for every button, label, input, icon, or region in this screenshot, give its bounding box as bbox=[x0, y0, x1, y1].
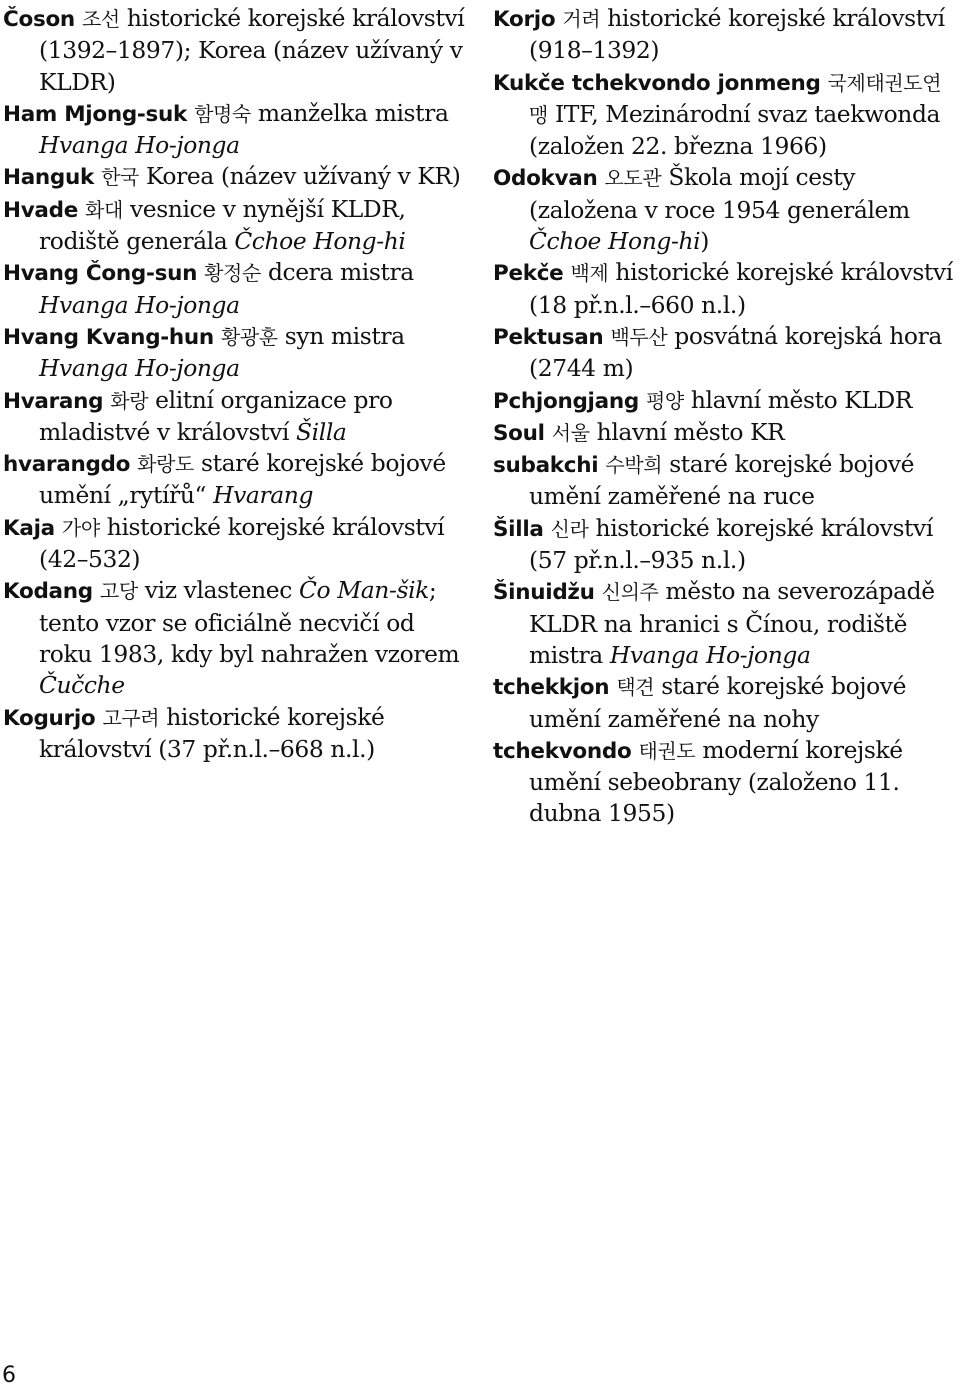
entry-korean-script: 조선 bbox=[81, 7, 120, 31]
entry-term: tchekvondo bbox=[493, 738, 632, 764]
entry-korean-script: 황정순 bbox=[204, 261, 261, 286]
entry-reference: Hvanga Ho-jonga bbox=[39, 354, 240, 383]
entry-definition: hlavní město KLDR bbox=[690, 385, 913, 414]
entry-term: Korjo bbox=[493, 7, 556, 32]
entry-korean-script: 국제태권도연맹 bbox=[529, 70, 942, 127]
entry-definition: staré korejské bojové umění zaměřené na nohy bbox=[529, 672, 907, 733]
entry-reference: Šilla bbox=[296, 417, 347, 446]
entry-korean-script: 태권도 bbox=[638, 738, 696, 763]
entry-definition: historické korejské království (1392–1897); Korea (název užívaný v KLDR) bbox=[39, 4, 465, 96]
entry-korean-script: 화대 bbox=[85, 197, 123, 222]
entry-korean-script: 한국 bbox=[101, 165, 139, 190]
entry-definition: Škola mojí cesty (založena v roce 1954 generálem bbox=[529, 163, 910, 224]
glossary-entry bbox=[493, 3, 959, 67]
entry-term: Šinuidžu bbox=[493, 580, 595, 606]
entry-term: Ham Mjong-suk bbox=[3, 101, 188, 127]
entry-korean-script: 고구려 bbox=[102, 705, 160, 730]
entry-korean-script: 화랑도 bbox=[137, 452, 194, 477]
glossary-entry bbox=[493, 417, 959, 449]
entry-korean-script: 고당 bbox=[99, 579, 138, 604]
entry-term: Kodang bbox=[3, 579, 93, 605]
glossary-entry bbox=[493, 449, 959, 513]
entry-definition: historické korejské království (42–532) bbox=[39, 512, 445, 574]
entry-definition: historické korejské království (57 př.n.l.–935 n.l.) bbox=[529, 513, 933, 575]
entry-korean-script: 택견 bbox=[616, 675, 655, 700]
entry-definition: ITF, Mezinárodní svaz taekwonda (založen 22. března 1966) bbox=[529, 99, 941, 161]
glossary-column-left bbox=[3, 3, 473, 765]
glossary-entry bbox=[3, 512, 473, 576]
glossary-entry bbox=[3, 194, 473, 258]
entry-term: Hvade bbox=[3, 197, 78, 223]
entry-term: Šilla bbox=[493, 516, 544, 542]
entry-korean-script: 신라 bbox=[550, 516, 589, 541]
entry-term: Pekče bbox=[493, 261, 564, 287]
entry-reference: Hvanga Ho-jonga bbox=[39, 131, 240, 160]
entry-reference: Čchoe Hong-hi bbox=[234, 227, 406, 256]
entry-definition: posvátná korejská hora (2744 m) bbox=[529, 321, 942, 383]
entry-korean-script: 수박희 bbox=[605, 453, 663, 478]
entry-definition: historické korejské království (918–1392) bbox=[529, 4, 945, 65]
entry-definition: staré korejské bojové umění „rytířů“ bbox=[39, 449, 446, 510]
glossary-entry bbox=[3, 257, 473, 321]
glossary-entry bbox=[493, 385, 959, 417]
entry-korean-script: 황광훈 bbox=[220, 324, 278, 349]
entry-term: hvarangdo bbox=[3, 452, 131, 478]
entry-definition: historické korejské království (18 př.n.l.–660 n.l.) bbox=[529, 258, 953, 319]
entry-korean-script: 서울 bbox=[551, 420, 590, 445]
glossary-entry bbox=[3, 3, 473, 98]
entry-term: subakchi bbox=[493, 453, 599, 479]
glossary-entry bbox=[3, 575, 473, 701]
entry-definition: ) bbox=[700, 227, 709, 256]
entry-reference: Hvarang bbox=[213, 481, 314, 510]
entry-reference: Hvanga Ho-jonga bbox=[39, 290, 240, 319]
entry-definition: elitní organizace pro mladistvé v království bbox=[39, 385, 393, 446]
entry-korean-script: 평양 bbox=[645, 388, 684, 413]
entry-term: Pektusan bbox=[493, 324, 604, 350]
entry-korean-script: 오도관 bbox=[604, 166, 662, 191]
entry-reference: Čchoe Hong-hi bbox=[529, 227, 701, 256]
entry-term: Pchjongjang bbox=[493, 388, 639, 414]
entry-definition: historické korejské království (37 př.n.l.–668 n.l.) bbox=[39, 702, 385, 763]
entry-definition: ; tento vzor se oficiálně necvičí od roku 1983, kdy byl nahražen vzorem bbox=[39, 576, 460, 668]
entry-definition: manželka mistra bbox=[257, 98, 449, 127]
entry-definition: syn mistra bbox=[284, 321, 405, 350]
entry-term: Hvang Kvang-hun bbox=[3, 324, 214, 350]
entry-korean-script: 신의주 bbox=[601, 580, 659, 605]
entry-definition: viz vlastenec bbox=[144, 576, 299, 605]
glossary-entry bbox=[3, 385, 473, 449]
glossary-entry bbox=[493, 321, 959, 385]
entry-definition: vesnice v nynější KLDR, rodiště generála bbox=[39, 194, 406, 256]
entry-korean-script: 백제 bbox=[570, 261, 609, 286]
glossary-entry bbox=[3, 321, 473, 385]
entry-term: Hanguk bbox=[3, 165, 95, 191]
entry-definition: hlavní město KR bbox=[596, 417, 785, 446]
entry-term: tchekkjon bbox=[493, 675, 610, 701]
entry-reference: Čo Man-šik bbox=[298, 576, 429, 605]
entry-korean-script: 가야 bbox=[61, 515, 100, 540]
glossary-entry bbox=[3, 98, 473, 162]
entry-definition: staré korejské bojové umění zaměřené na ruce bbox=[529, 450, 915, 511]
entry-term: Kukče tchekvondo jonmeng bbox=[493, 70, 821, 96]
entry-definition: město na severozápadě KLDR na hranici s Čínou, rodiště mistra bbox=[529, 577, 935, 669]
entry-term: Čoson bbox=[3, 7, 75, 32]
glossary-entry bbox=[493, 257, 959, 321]
glossary-entry bbox=[3, 161, 473, 193]
entry-term: Odokvan bbox=[493, 166, 598, 192]
entry-definition: moderní korejské umění sebeobrany (založeno 11. dubna 1955) bbox=[529, 735, 903, 828]
entry-term: Kogurjo bbox=[3, 705, 96, 731]
entry-korean-script: 함명숙 bbox=[194, 101, 251, 126]
entry-term: Hvarang bbox=[3, 388, 104, 414]
entry-reference: Hvanga Ho-jonga bbox=[609, 640, 811, 669]
glossary-entry bbox=[493, 576, 959, 671]
glossary-entry bbox=[493, 735, 959, 830]
entry-reference: Čučche bbox=[39, 671, 125, 700]
entry-definition: dcera mistra bbox=[267, 258, 414, 287]
glossary-entry bbox=[493, 67, 959, 163]
entry-term: Kaja bbox=[3, 515, 55, 541]
glossary-entry bbox=[493, 671, 959, 735]
glossary-entry bbox=[493, 162, 959, 257]
entry-term: Hvang Čong-sun bbox=[3, 261, 198, 287]
entry-korean-script: 화랑 bbox=[110, 388, 149, 413]
entry-korean-script: 백두산 bbox=[610, 324, 668, 349]
entry-term: Soul bbox=[493, 420, 545, 446]
page-number: 6 bbox=[2, 1363, 16, 1388]
glossary-entry bbox=[3, 702, 473, 766]
glossary-entry bbox=[493, 513, 959, 577]
glossary-entry bbox=[3, 448, 473, 512]
glossary-column-right bbox=[493, 3, 959, 830]
entry-korean-script: 거려 bbox=[562, 7, 601, 31]
entry-definition: Korea (název užívaný v KR) bbox=[145, 162, 461, 191]
